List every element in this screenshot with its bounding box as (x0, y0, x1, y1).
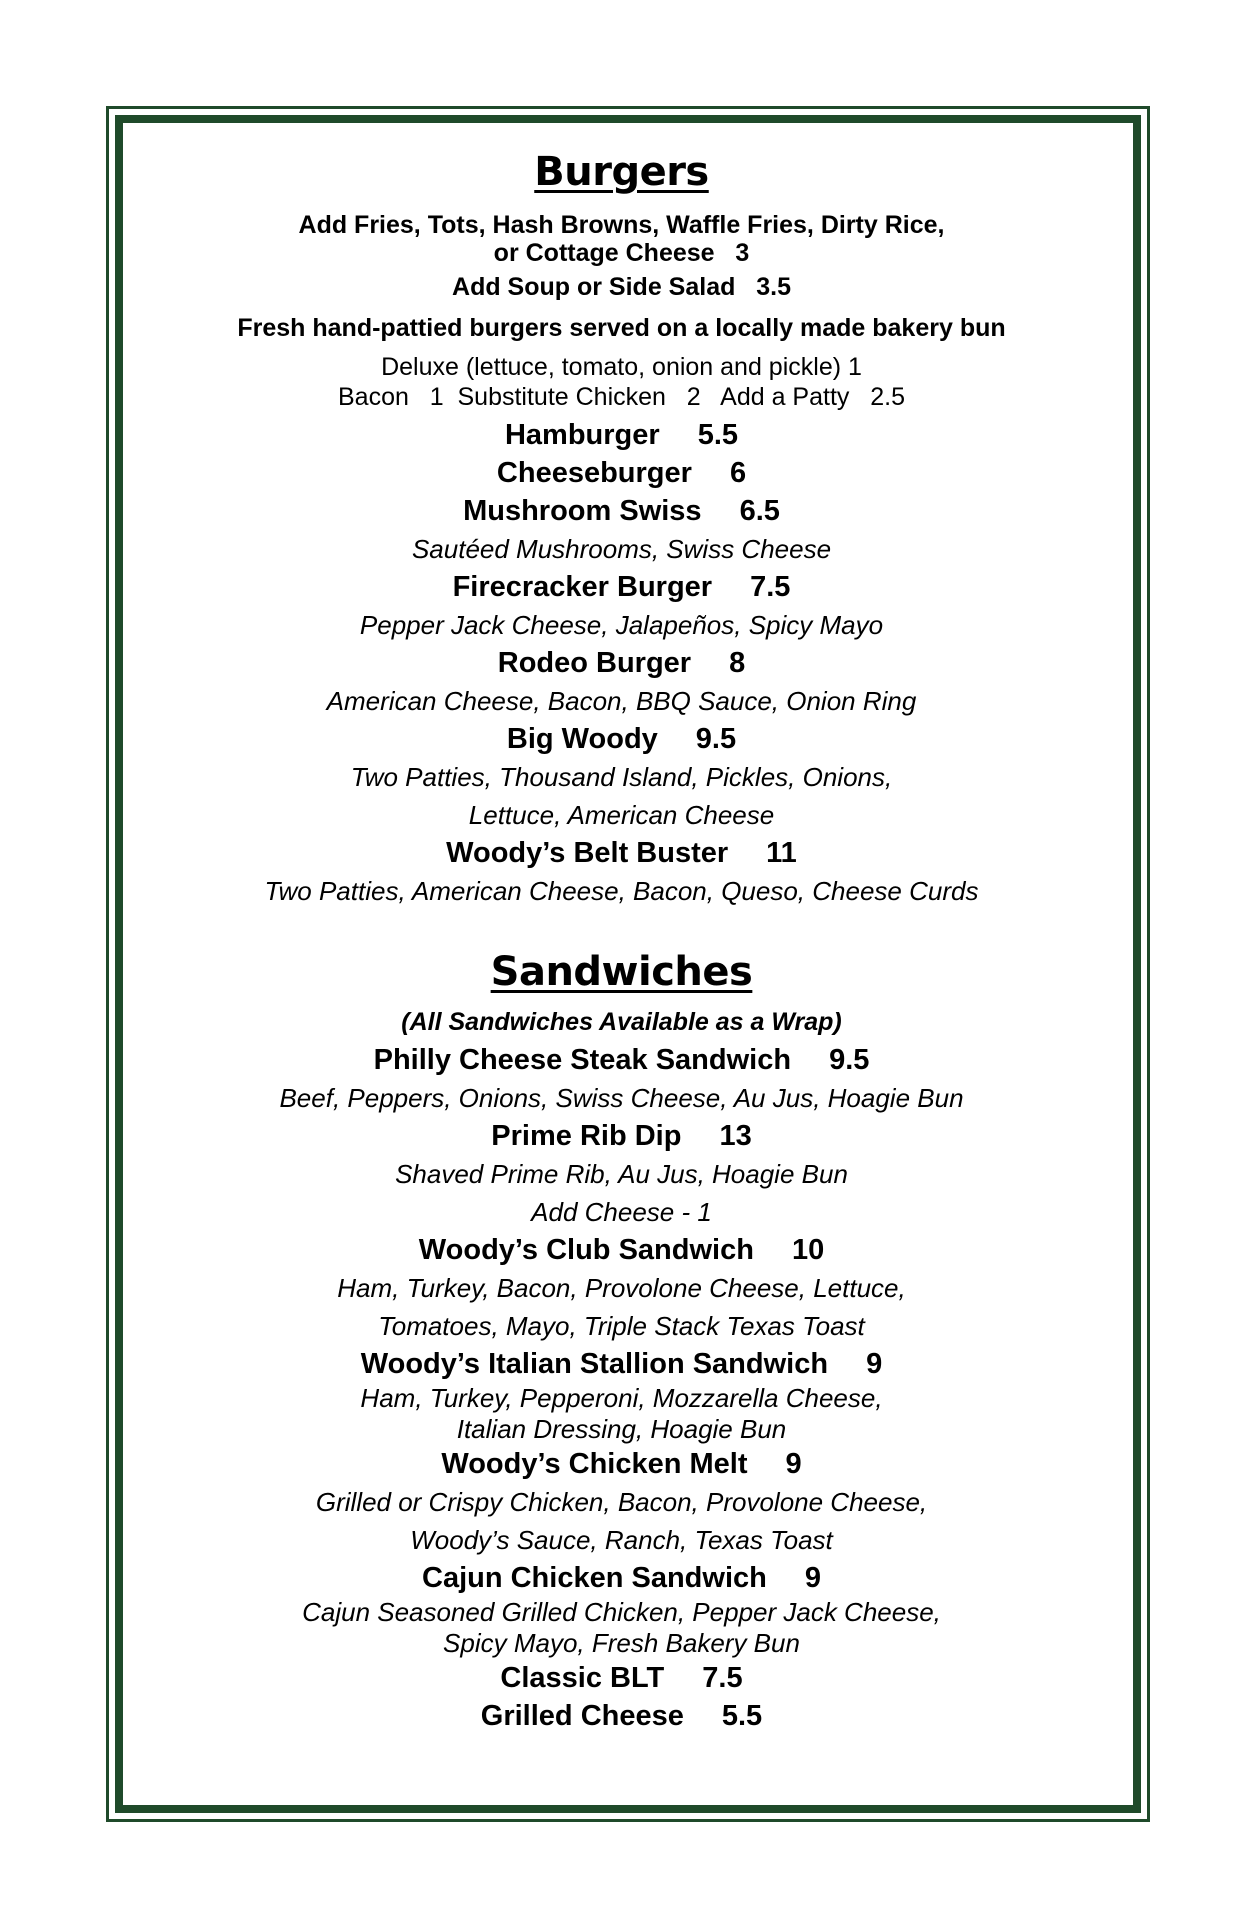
item-description-cont: Woody’s Sauce, Ranch, Texas Toast (410, 1525, 833, 1555)
menu-item-hamburger (0, 416, 1243, 454)
menu-item-classic-blt (0, 1659, 1243, 1697)
burgers-heading: Burgers (534, 149, 709, 195)
item-description: Sautéed Mushrooms, Swiss Cheese (411, 534, 832, 564)
burgers-section (0, 148, 1243, 196)
addon-options: Bacon 1 Substitute Chicken 2 Add a Patty 2.5 (337, 383, 905, 411)
item-name: Rodeo Burger (497, 647, 692, 679)
item-description: Grilled or Crispy Chicken, Bacon, Provolone Cheese, (315, 1487, 928, 1517)
item-description-cont: Add Cheese - 1 (531, 1197, 712, 1227)
item-price: 9.5 (829, 1044, 870, 1076)
menu-item-cajun-chicken (0, 1559, 1243, 1597)
item-name: Classic BLT (500, 1662, 665, 1694)
item-price: 9 (785, 1448, 802, 1480)
item-name: Hamburger (504, 419, 660, 451)
item-name: Woody’s Italian Stallion Sandwich (360, 1348, 829, 1380)
item-price: 5.5 (721, 1700, 763, 1732)
item-price: 10 (791, 1234, 825, 1266)
item-name: Big Woody (506, 723, 658, 755)
item-price: 6.5 (739, 495, 780, 527)
item-description: Pepper Jack Cheese, Jalapeños, Spicy Mayo (359, 610, 884, 640)
item-description-cont: Lettuce, American Cheese (468, 800, 775, 830)
menu-item-grilled-cheese (0, 1697, 1243, 1735)
sides-line-2: or Cottage Cheese 3 (493, 239, 750, 267)
sandwiches-section (0, 948, 1243, 996)
item-name: Cajun Chicken Sandwich (422, 1562, 767, 1594)
burger-list (0, 416, 1243, 910)
sides-line-1: Add Fries, Tots, Hash Browns, Waffle Fries, Dirty Rice, (298, 211, 945, 239)
item-price: 5.5 (697, 419, 739, 451)
item-description-cont: Tomatoes, Mayo, Triple Stack Texas Toast (378, 1311, 865, 1341)
item-price: 11 (766, 837, 797, 869)
item-description: Beef, Peppers, Onions, Swiss Cheese, Au Jus, Hoagie Bun (279, 1083, 964, 1113)
menu-item-chicken-melt (0, 1445, 1243, 1483)
sandwiches-heading: Sandwiches (490, 949, 753, 995)
item-description-cont: Spicy Mayo, Fresh Bakery Bun (443, 1628, 800, 1658)
burgers-sides-note (0, 211, 1243, 267)
menu-item-prime-rib-dip (0, 1117, 1243, 1155)
wrap-note: (All Sandwiches Available as a Wrap) (401, 1008, 842, 1036)
item-name: Mushroom Swiss (463, 495, 702, 527)
menu-item-belt-buster (0, 834, 1243, 872)
sandwich-list (0, 1041, 1243, 1735)
item-description: Shaved Prime Rib, Au Jus, Hoagie Bun (395, 1159, 848, 1189)
item-price: 9.5 (695, 723, 737, 755)
item-price: 9 (804, 1562, 821, 1594)
item-name: Woody’s Chicken Melt (441, 1448, 748, 1480)
menu-item-mushroom-swiss (0, 492, 1243, 530)
menu-item-firecracker-burger (0, 568, 1243, 606)
item-name: Firecracker Burger (452, 571, 713, 603)
item-description: Ham, Turkey, Bacon, Provolone Cheese, Lettuce, (337, 1273, 906, 1303)
burger-options (0, 352, 1243, 412)
item-description: Two Patties, Thousand Island, Pickles, Onions, (350, 762, 893, 792)
menu-item-big-woody (0, 720, 1243, 758)
item-description: Ham, Turkey, Pepperoni, Mozzarella Cheese, (360, 1383, 883, 1413)
menu-item-philly-cheese-steak (0, 1041, 1243, 1079)
item-description: American Cheese, Bacon, BBQ Sauce, Onion Ring (326, 686, 917, 716)
item-price: 7.5 (702, 1662, 743, 1694)
item-price: 13 (719, 1120, 752, 1152)
item-name: Cheeseburger (496, 457, 692, 489)
item-name: Woody’s Club Sandwich (418, 1234, 754, 1266)
item-name: Woody’s Belt Buster (446, 837, 729, 869)
deluxe-option: Deluxe (lettuce, tomato, onion and pickle) 1 (381, 353, 862, 381)
item-price: 6 (729, 457, 747, 489)
item-price: 7.5 (750, 571, 791, 603)
soup-salad-note: Add Soup or Side Salad 3.5 (452, 273, 791, 301)
item-description: Two Patties, American Cheese, Bacon, Queso, Cheese Curds (264, 876, 979, 906)
item-price: 9 (866, 1348, 883, 1380)
item-name: Philly Cheese Steak Sandwich (373, 1044, 792, 1076)
menu-item-italian-stallion (0, 1345, 1243, 1383)
menu-item-cheeseburger (0, 454, 1243, 492)
menu-item-club-sandwich (0, 1231, 1243, 1269)
item-description-cont: Italian Dressing, Hoagie Bun (456, 1414, 787, 1444)
item-description: Cajun Seasoned Grilled Chicken, Pepper Jack Cheese, (302, 1597, 941, 1627)
item-name: Prime Rib Dip (491, 1120, 682, 1152)
menu-item-rodeo-burger (0, 644, 1243, 682)
item-price: 8 (729, 647, 746, 679)
burgers-intro: Fresh hand-pattied burgers served on a locally made bakery bun (237, 314, 1006, 342)
item-name: Grilled Cheese (480, 1700, 684, 1732)
